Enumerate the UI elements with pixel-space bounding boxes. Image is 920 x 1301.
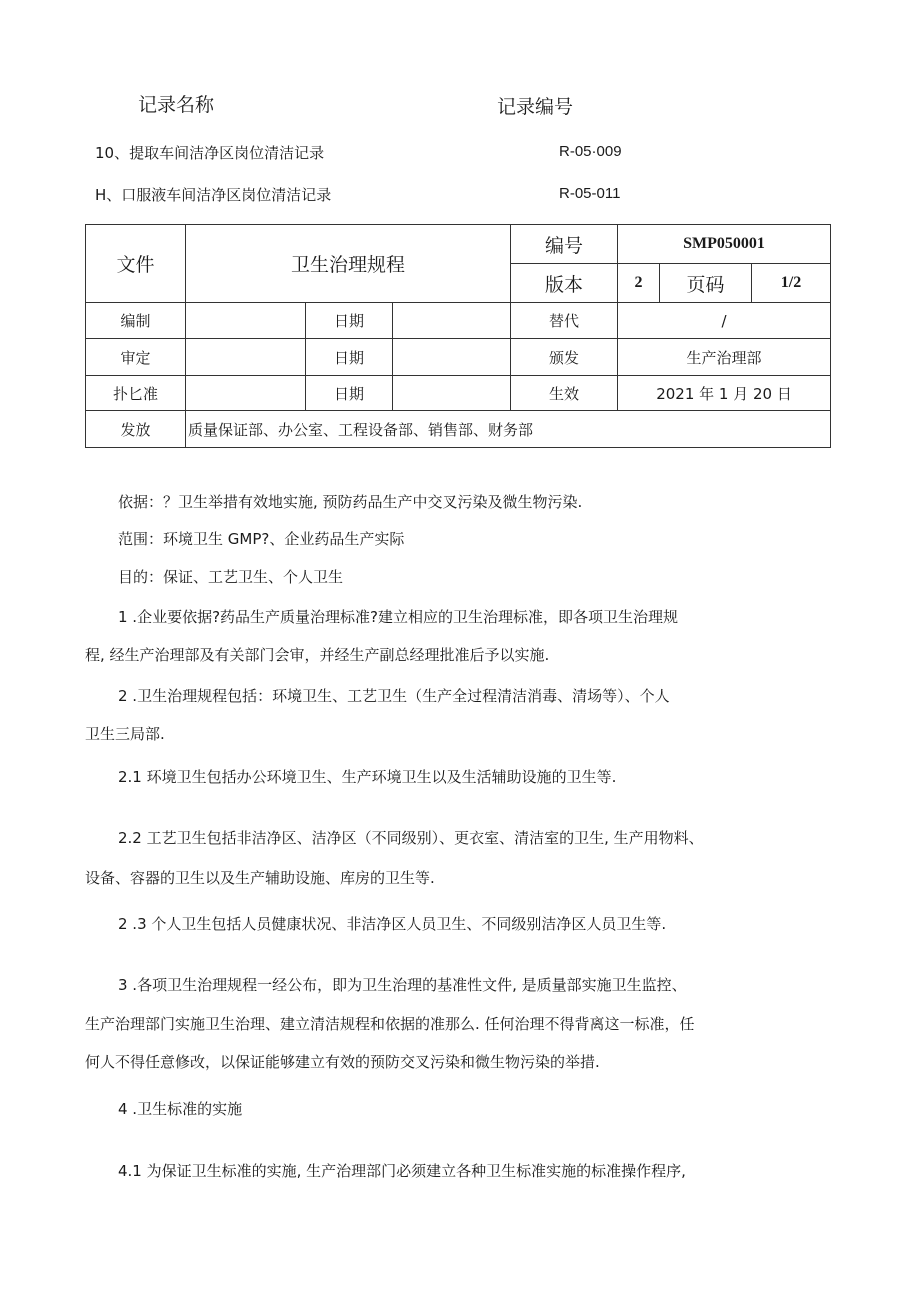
version-value: 2: [618, 264, 660, 303]
record-item-code: R-05·009: [559, 143, 622, 160]
issue-label: 颁发: [511, 339, 618, 376]
replace-value: /: [618, 303, 831, 339]
paragraph-2-3: 2 .3 个人卫生包括人员健康状况、非洁净区人员卫生、不同级别洁净区人员卫生等.: [118, 915, 667, 933]
paragraph-2-2-line: 设备、容器的卫生以及生产辅助设施、库房的卫生等.: [85, 869, 435, 887]
date-value: [393, 339, 511, 376]
date-label: 日期: [306, 376, 393, 411]
file-label: 文件: [86, 225, 186, 303]
document-control-table: [85, 224, 831, 448]
paragraph-2-line: 卫生三局部.: [85, 725, 165, 743]
paragraph-1-line: 1 .企业要依据?药品生产质量治理标准?建立相应的卫生治理标准，即各项卫生治理规: [118, 608, 679, 626]
paragraph-2-line: 2 .卫生治理规程包括：环境卫生、工艺卫生（生产全过程清洁消毒、清场等）、个人: [118, 687, 670, 705]
paragraph-3-line: 生产治理部门实施卫生治理、建立清洁规程和依据的准那么. 任何治理不得背离这一标准，任: [85, 1015, 695, 1033]
document-title: 卫生治理规程: [186, 225, 511, 303]
distribute-label: 发放: [86, 411, 186, 448]
basis-text: 依据：？卫生举措有效地实施, 预防药品生产中交叉污染及微生物污染.: [118, 493, 583, 511]
date-value: [393, 376, 511, 411]
version-label: 版本: [511, 264, 618, 303]
review-label: 审定: [86, 339, 186, 376]
compile-label: 编制: [86, 303, 186, 339]
page-value: 1/2: [752, 264, 831, 303]
record-name-heading: 记录名称: [138, 94, 215, 116]
distribute-value: 质量保证部、办公室、工程设备部、销售部、财务部: [186, 411, 831, 448]
date-label: 日期: [306, 339, 393, 376]
scope-text: 范围：环境卫生 GMP?、企业药品生产实际: [118, 530, 405, 548]
approve-value: [186, 376, 306, 411]
approve-label: 扑匕准: [86, 376, 186, 411]
page-label: 页码: [660, 264, 752, 303]
record-item-name: 10、提取车间洁净区岗位清洁记录: [95, 144, 325, 162]
paragraph-2-1: 2.1 环境卫生包括办公环境卫生、生产环境卫生以及生活辅助设施的卫生等.: [118, 768, 617, 786]
replace-label: 替代: [511, 303, 618, 339]
number-label: 编号: [511, 225, 618, 264]
record-item-code: R-05-011: [559, 185, 621, 202]
issue-value: 生产治理部: [618, 339, 831, 376]
paragraph-1-line: 程, 经生产治理部及有关部门会审，并经生产副总经理批准后予以实施.: [85, 646, 550, 664]
paragraph-3-line: 3 .各项卫生治理规程一经公布，即为卫生治理的基准性文件, 是质量部实施卫生监控、: [118, 976, 687, 994]
record-code-heading: 记录编号: [497, 96, 574, 118]
compile-value: [186, 303, 306, 339]
number-value: SMP050001: [618, 225, 831, 264]
paragraph-4-1: 4.1 为保证卫生标准的实施, 生产治理部门必须建立各种卫生标准实施的标准操作程序,: [118, 1162, 686, 1180]
record-item-name: H、口服液车间洁净区岗位清洁记录: [95, 186, 332, 204]
purpose-text: 目的：保证、工艺卫生、个人卫生: [118, 568, 344, 586]
effective-label: 生效: [511, 376, 618, 411]
paragraph-3-line: 何人不得任意修改，以保证能够建立有效的预防交叉污染和微生物污染的举措.: [85, 1053, 600, 1071]
paragraph-2-2-line: 2.2 工艺卫生包括非洁净区、洁净区（不同级别）、更衣室、清洁室的卫生, 生产用物料、: [118, 829, 704, 847]
effective-value: 2021 年 1 月 20 日: [618, 376, 831, 411]
date-value: [393, 303, 511, 339]
paragraph-4: 4 .卫生标准的实施: [118, 1100, 243, 1118]
date-label: 日期: [306, 303, 393, 339]
review-value: [186, 339, 306, 376]
